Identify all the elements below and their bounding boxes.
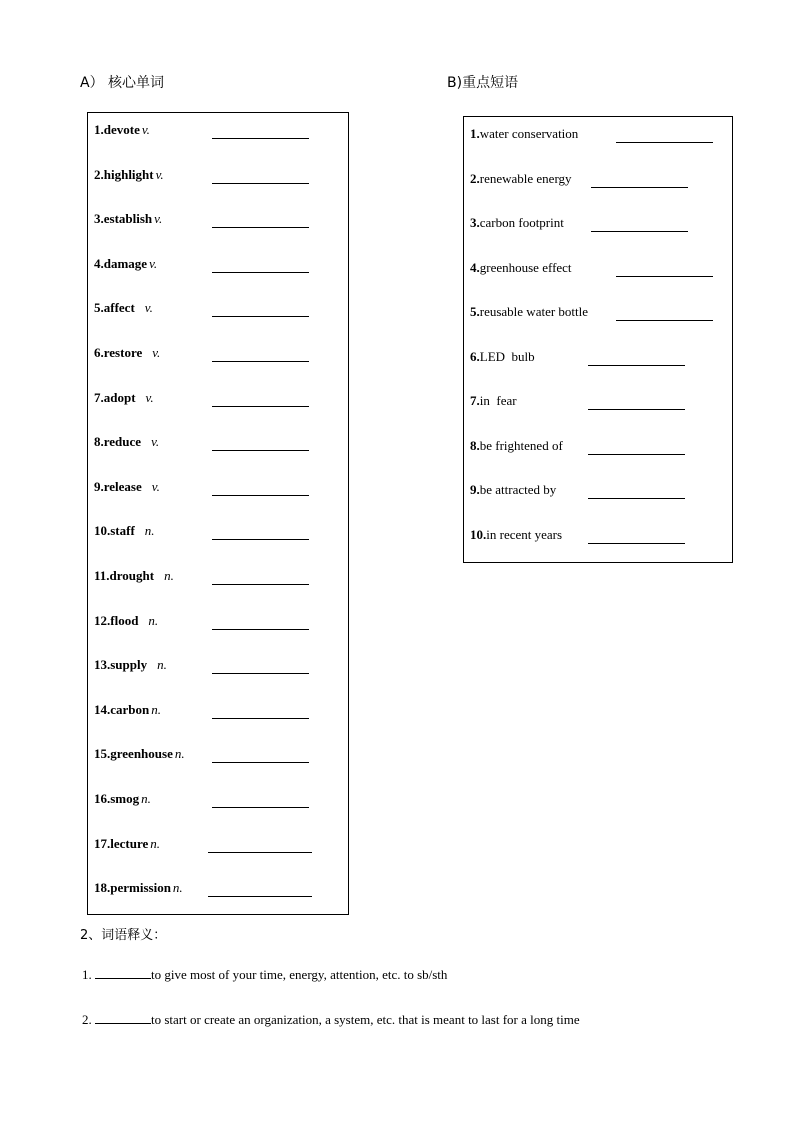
- phrase-text: be attracted by: [479, 482, 557, 497]
- answer-blank[interactable]: [212, 347, 309, 362]
- key-phrase-row: [470, 349, 732, 369]
- core-word-row: [94, 345, 348, 365]
- word-number: 12.: [94, 612, 111, 628]
- word-number: 7.: [94, 389, 104, 405]
- section-2-title: 2、词语释义：: [80, 928, 167, 943]
- phrase-text: renewable energy: [479, 170, 572, 186]
- definition-text: to start or create an organization, a system, etc. that is meant to last for a long time: [151, 1012, 580, 1027]
- word-number: 18.: [94, 880, 111, 896]
- key-phrase-row: [470, 260, 732, 280]
- part-of-speech: v.: [145, 389, 154, 405]
- part-of-speech: n.: [151, 701, 161, 717]
- word-text: damage: [103, 255, 148, 271]
- part-of-speech: v.: [151, 434, 160, 450]
- part-of-speech: v.: [149, 255, 158, 271]
- answer-blank[interactable]: [588, 395, 685, 410]
- phrase-text: greenhouse effect: [479, 259, 572, 275]
- answer-blank[interactable]: [212, 302, 309, 317]
- part-of-speech: n.: [150, 835, 161, 851]
- word-number: 3.: [94, 211, 104, 227]
- word-number: 1.: [94, 122, 104, 137]
- key-phrase-row: [470, 171, 732, 191]
- answer-blank[interactable]: [95, 967, 151, 979]
- answer-blank[interactable]: [212, 525, 309, 540]
- core-word-row: [94, 836, 348, 856]
- phrase-text: LED bulb: [479, 348, 535, 364]
- word-number: 9.: [94, 478, 104, 494]
- word-text: drought: [109, 568, 155, 583]
- answer-blank[interactable]: [588, 529, 685, 544]
- word-text: permission: [110, 880, 171, 896]
- word-text: smog: [110, 791, 140, 806]
- core-word-row: [94, 256, 348, 276]
- word-number: 15.: [94, 746, 111, 762]
- definition-text: to give most of your time, energy, attention, etc. to sb/sth: [151, 967, 448, 982]
- phrase-number: 3.: [470, 215, 480, 230]
- key-phrase-row: [470, 438, 732, 458]
- core-word-row: [94, 746, 348, 766]
- definition-number: 2.: [82, 1012, 92, 1027]
- word-number: 6.: [94, 345, 104, 360]
- part-of-speech: n.: [172, 880, 183, 896]
- word-number: 4.: [94, 255, 104, 271]
- answer-blank[interactable]: [95, 1012, 151, 1024]
- word-number: 16.: [94, 791, 111, 806]
- word-number: 2.: [94, 166, 104, 182]
- key-phrase-row: [470, 527, 732, 547]
- word-text: staff: [110, 523, 135, 539]
- answer-blank[interactable]: [212, 570, 309, 585]
- phrase-number: 9.: [470, 482, 480, 497]
- answer-blank[interactable]: [212, 481, 309, 496]
- part-of-speech: n.: [174, 746, 185, 762]
- answer-blank[interactable]: [588, 440, 685, 455]
- phrase-text: in recent years: [486, 526, 563, 542]
- core-word-row: [94, 791, 348, 811]
- answer-blank[interactable]: [212, 436, 309, 451]
- part-of-speech: v.: [141, 122, 150, 137]
- answer-blank[interactable]: [208, 838, 312, 853]
- answer-blank[interactable]: [212, 793, 309, 808]
- part-of-speech: n.: [144, 523, 155, 539]
- phrase-number: 7.: [470, 393, 480, 408]
- phrase-number: 5.: [470, 304, 480, 319]
- core-word-row: [94, 702, 348, 722]
- key-phrase-row: [470, 304, 732, 324]
- answer-blank[interactable]: [212, 169, 309, 184]
- word-text: restore: [103, 345, 143, 360]
- core-word-row: [94, 390, 348, 410]
- phrase-number: 4.: [470, 259, 480, 275]
- answer-blank[interactable]: [616, 128, 713, 143]
- answer-blank[interactable]: [588, 484, 685, 499]
- core-word-row: [94, 167, 348, 187]
- word-text: greenhouse: [110, 746, 173, 762]
- answer-blank[interactable]: [212, 213, 309, 228]
- key-phrase-row: [470, 215, 732, 235]
- core-word-row: [94, 657, 348, 677]
- word-text: supply: [110, 657, 148, 673]
- word-text: affect: [103, 300, 135, 316]
- phrase-number: 6.: [470, 348, 480, 364]
- part-of-speech: n.: [148, 612, 159, 628]
- answer-blank[interactable]: [212, 659, 309, 674]
- word-text: carbon: [110, 701, 150, 717]
- core-word-row: [94, 211, 348, 231]
- answer-blank[interactable]: [212, 704, 309, 719]
- answer-blank[interactable]: [616, 306, 713, 321]
- word-text: adopt: [103, 389, 136, 405]
- key-phrase-row: [470, 126, 732, 146]
- key-phrases-box: [463, 116, 733, 563]
- part-of-speech: n.: [157, 657, 167, 673]
- core-word-row: [94, 880, 348, 900]
- key-phrase-row: [470, 393, 732, 413]
- phrase-number: 2.: [470, 170, 480, 186]
- word-text: flood: [110, 612, 139, 628]
- part-of-speech: n.: [164, 568, 174, 583]
- answer-blank[interactable]: [208, 882, 312, 897]
- part-of-speech: v.: [144, 300, 153, 316]
- core-word-row: [94, 122, 348, 142]
- core-word-row: [94, 568, 348, 588]
- part-of-speech: v.: [152, 345, 161, 360]
- part-of-speech: v.: [154, 211, 163, 227]
- answer-blank[interactable]: [212, 124, 309, 139]
- core-words-box: [87, 112, 349, 915]
- word-text: lecture: [110, 835, 149, 851]
- phrase-number: 8.: [470, 437, 480, 453]
- phrase-number: 1.: [470, 126, 480, 141]
- word-text: devote: [103, 122, 140, 137]
- word-text: establish: [103, 211, 153, 227]
- phrase-text: water conservation: [479, 126, 579, 141]
- section-a-title: A） 核心单词: [80, 75, 165, 91]
- answer-blank[interactable]: [212, 748, 309, 763]
- definition-item: [82, 1012, 580, 1028]
- core-word-row: [94, 613, 348, 633]
- core-word-row: [94, 434, 348, 454]
- core-word-row: [94, 479, 348, 499]
- answer-blank[interactable]: [212, 258, 309, 273]
- definition-item: [82, 967, 447, 983]
- key-phrase-row: [470, 482, 732, 502]
- phrase-text: be frightened of: [479, 437, 563, 453]
- phrase-number: 10.: [470, 526, 487, 542]
- section-b-title: B)重点短语: [447, 75, 519, 91]
- answer-blank[interactable]: [212, 392, 309, 407]
- answer-blank[interactable]: [588, 351, 685, 366]
- word-number: 14.: [94, 701, 111, 717]
- part-of-speech: n.: [141, 791, 151, 806]
- answer-blank[interactable]: [591, 217, 688, 232]
- answer-blank[interactable]: [591, 173, 688, 188]
- core-word-row: [94, 523, 348, 543]
- definition-number: 1.: [82, 967, 92, 982]
- part-of-speech: v.: [151, 478, 160, 494]
- answer-blank[interactable]: [212, 615, 309, 630]
- word-text: reduce: [103, 434, 142, 450]
- phrase-text: carbon footprint: [479, 215, 564, 230]
- phrase-text: reusable water bottle: [479, 304, 589, 319]
- word-number: 8.: [94, 434, 104, 450]
- word-number: 11.: [94, 568, 110, 583]
- word-text: release: [103, 478, 142, 494]
- word-text: highlight: [103, 166, 154, 182]
- phrase-text: in fear: [479, 393, 517, 408]
- word-number: 10.: [94, 523, 111, 539]
- answer-blank[interactable]: [616, 262, 713, 277]
- part-of-speech: v.: [155, 166, 164, 182]
- word-number: 13.: [94, 657, 111, 673]
- core-word-row: [94, 300, 348, 320]
- word-number: 5.: [94, 300, 104, 316]
- word-number: 17.: [94, 835, 111, 851]
